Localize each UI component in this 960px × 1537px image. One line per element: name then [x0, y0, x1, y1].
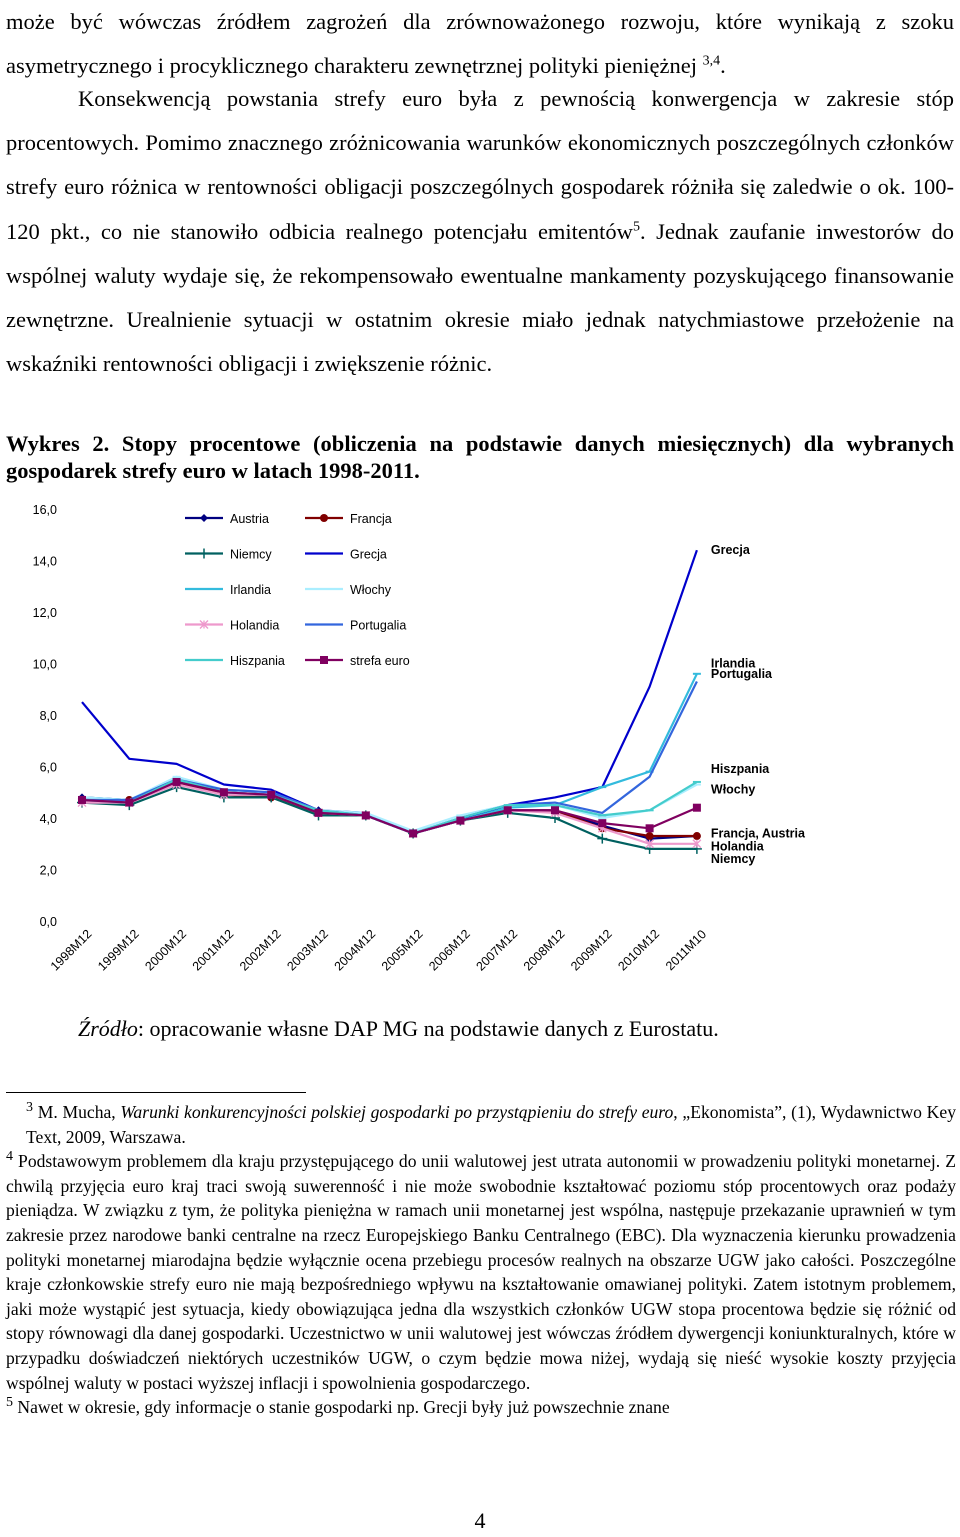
y-tick-label: 6,0	[39, 760, 57, 775]
paragraph-2-text: Konsekwencją powstania strefy euro była z pewnością konwergencja w zakresie stóp procentowych. Pomimo znacznego zróżnicowania warunków ekonomicznych poszczególnych członków strefy euro różnica w rentowności obligacji poszczególnych gospodarek różniła się zaledwie o ok. 100-120 pkt., co nie stanowiło odbicia realnego potencjału emitentów	[6, 86, 954, 244]
x-tick-label: 2004M12	[331, 926, 379, 974]
x-tick-label: 2002M12	[236, 926, 284, 974]
y-tick-label: 8,0	[39, 709, 57, 723]
legend-label-grecja: Grecja	[350, 547, 387, 562]
end-label: Niemcy	[710, 852, 756, 867]
y-tick-label: 14,0	[32, 554, 57, 569]
y-axis	[33, 503, 57, 929]
end-label: Włochy	[710, 782, 756, 797]
series-point-strefa-euro	[78, 796, 86, 804]
x-tick-label: 2010M12	[615, 926, 663, 974]
paragraph-1-end: .	[720, 53, 726, 79]
x-tick-label: 2007M12	[473, 926, 521, 974]
source-text: : opracowanie własne DAP MG na podstawie danych z Eurostatu.	[137, 1016, 719, 1041]
series-point-strefa-euro	[362, 811, 370, 819]
interest-rate-chart	[0, 495, 960, 1015]
footnote-divider	[6, 1092, 306, 1093]
legend-label-niemcy: Niemcy	[230, 547, 272, 562]
footnote-text: , „Ekonomista”, (1), Wydawnictwo Key Text, 2009, Warszawa.	[26, 1102, 956, 1147]
y-tick-label: 4,0	[39, 812, 57, 826]
end-label: Francja, Austria	[710, 826, 805, 841]
series-point-strefa-euro	[693, 804, 701, 812]
series-point-niemcy	[597, 834, 607, 844]
series-line-portugalia	[82, 682, 697, 834]
footnotes	[6, 1100, 956, 1420]
legend-label-austria: Austria	[230, 512, 269, 526]
x-tick-label: 2001M12	[189, 926, 237, 974]
series-point-strefa-euro	[646, 824, 654, 832]
series-point-francja	[693, 832, 701, 840]
series-point-strefa-euro	[551, 806, 559, 814]
paragraph-2	[6, 77, 954, 386]
legend-label-francja: Francja	[350, 512, 392, 526]
x-tick-label: 2009M12	[568, 926, 615, 974]
footnote-4	[6, 1149, 956, 1395]
legend-label-strefa-euro: strefa euro	[350, 654, 410, 668]
legend-marker-strefa-euro	[320, 656, 328, 664]
footnote-3	[6, 1100, 956, 1149]
legend-label-holandia: Holandia	[230, 618, 280, 633]
paragraph-1-text: może być wówczas źródłem zagrożeń dla zrównoważonego rozwoju, które wynikają z szoku asymetrycznego i procyklicznego charakteru zewnętrznej polityki pieniężnej	[6, 9, 954, 79]
footnote-ref-5[interactable]: 5	[632, 219, 640, 235]
y-tick-label: 0,0	[39, 915, 57, 929]
end-label: Hiszpania	[710, 762, 770, 777]
series-point-strefa-euro	[504, 806, 512, 814]
legend-marker-niemcy	[199, 549, 209, 559]
series-point-strefa-euro	[125, 799, 133, 807]
series-point-strefa-euro	[409, 829, 417, 837]
x-tick-label: 2005M12	[378, 926, 426, 974]
series-line-irlandia	[82, 674, 697, 834]
footnote-number: 4	[6, 1149, 13, 1165]
series-point-strefa-euro	[315, 809, 323, 817]
legend-label-irlandia: Irlandia	[230, 583, 271, 597]
series-point-strefa-euro	[456, 817, 464, 825]
x-tick-label: 2006M12	[426, 926, 473, 974]
paragraph-2-end: . Jednak zaufanie inwestorów do wspólnej waluty wydaje się, że rekompensowało ewentualne mankamenty pozyskującego finansowanie zewnętrzne. Urealnienie sytuacji w ostatnim okresie miało jednak natychmiastowe przełożenie na wskaźniki rentowności obligacji i zwiększenie różnic.	[6, 218, 955, 377]
footnote-5	[6, 1395, 956, 1420]
end-label: Portugalia	[710, 666, 773, 681]
source-note	[78, 1016, 719, 1042]
legend-label-hiszpania: Hiszpania	[230, 654, 285, 668]
x-tick-label: 2003M12	[284, 926, 332, 974]
footnote-text: Nawet w okresie, gdy informacje o stanie gospodarki np. Grecji były już powszechnie znane	[17, 1397, 670, 1418]
footnote-ref-3-4[interactable]: 3,4	[702, 53, 721, 69]
page-number: 4	[474, 1508, 486, 1533]
end-label: Holandia	[710, 839, 764, 854]
x-tick-label: 2011M10	[663, 927, 710, 974]
footnote-text: M. Mucha,	[37, 1102, 121, 1122]
x-tick-label: 2000M12	[142, 926, 190, 974]
y-tick-label: 16,0	[32, 503, 57, 517]
series-point-strefa-euro	[173, 778, 181, 786]
legend-label-portugalia: Portugalia	[350, 618, 407, 633]
x-tick-label: 1999M12	[95, 926, 142, 974]
series-point-strefa-euro	[598, 819, 606, 827]
end-label: Irlandia	[710, 656, 756, 671]
series-point-strefa-euro	[267, 791, 275, 799]
y-tick-label: 12,0	[32, 606, 57, 620]
footnote-title: Warunki konkurencyjności polskiej gospodarki po przystąpieniu do strefy euro	[120, 1102, 674, 1122]
figure-caption: Wykres 2. Stopy procentowe (obliczenia na podstawie danych miesięcznych) dla wybranych gospodarek strefy euro w latach 1998-2011.	[6, 431, 954, 483]
end-labels	[711, 543, 806, 866]
footnote-number: 3	[26, 1100, 33, 1116]
legend-label-włochy: Włochy	[350, 583, 391, 597]
y-tick-label: 2,0	[39, 863, 57, 878]
y-tick-label: 10,0	[32, 657, 57, 672]
legend-marker-francja	[320, 514, 328, 522]
series-point-strefa-euro	[220, 788, 228, 796]
x-tick-label: 1998M12	[47, 926, 95, 974]
series-point-francja	[646, 832, 654, 840]
x-axis	[48, 927, 709, 974]
footnote-number: 5	[6, 1395, 13, 1411]
end-label: Grecja	[710, 543, 750, 558]
footnote-text: Podstawowym problemem dla kraju przystępującego do unii walutowej jest utrata autonomii w prowadzeniu polityki monetarnej. Z chwilą przyjęcia euro kraj traci swoją suwerenność i nie może swobodnie kształtować poziomu stóp procentowych oraz podaży pieniądza. W związku z tym, że polityka pieniężna w ramach unii monetarnej jest wspólna, następuje przekazanie uprawnień w tym zakresie przez narodowe banki centralne na rzecz Europejskiego Banku Centralnego (EBC). Dla wyznaczenia kierunku prowadzenia polityki monetarnej miarodajna będzie wyłącznie ocena przebiegu procesów realnych na obszarze UGW jako całości. Poszczególne kraje członkowskie strefy euro nie mają bezpośredniego wpływu na kształtowanie omawianej polityki. Zatem istotnym problemem, jaki może wystąpić jest sytuacja, kiedy obowiązująca jedna dla wszystkich członków UGW stopa procentowa będzie się różnić od stopy równowagi dla danej gospodarki. Uczestnictwo w unii walutowej jest wówczas źródłem dywergencji koniunkturalnych, które w przypadku doświadczeń niektórych uczestników UGW, o czym będzie mowa niżej, wydają się nieść wysokie koszty przyjęcia wspólnej waluty w postaci wyższej inflacji i spowolnienia gospodarczego.	[6, 1151, 956, 1393]
legend-marker-austria	[200, 514, 208, 522]
source-label: Źródło	[78, 1016, 138, 1041]
legend	[185, 512, 410, 668]
paragraph-1	[6, 0, 954, 88]
x-tick-label: 2008M12	[520, 926, 568, 974]
